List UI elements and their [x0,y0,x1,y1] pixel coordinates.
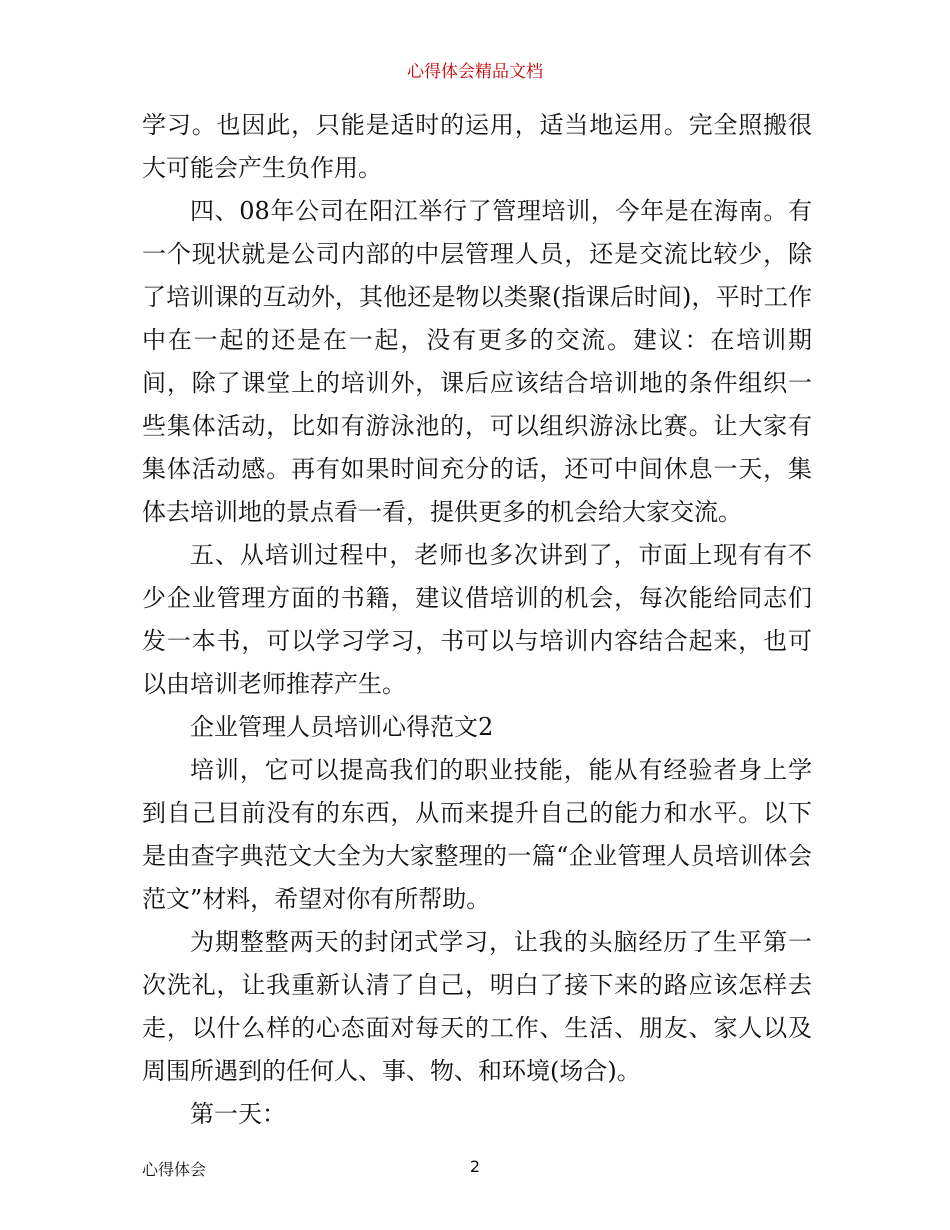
document-body [142,104,812,1136]
paragraph: 第一天： [190,1100,286,1128]
paragraph: 为期整整两天的封闭式学习，让我的头脑经历了生平第一次洗礼，让我重新认清了自己，明白了接下来的路应该怎样去走，以什么样的心态面对每天的工作、生活、朋友、家人以及周围所遇到的任何人、事、物、和环境(场合)。 [142,928,812,1085]
paragraph: 四、08年公司在阳江举行了管理培训，今年是在海南。有一个现状就是公司内部的中层管理人员，还是交流比较少，除了培训课的互动外，其他还是物以类聚(指课后时间)，平时工作中在一起的还是在一起，没有更多的交流。建议：在培训期间，除了课堂上的培训外，课后应该结合培训地的条件组织一些集体活动，比如有游泳池的，可以组织游泳比赛。让大家有集体活动感。再有如果时间充分的话，还可中间休息一天，集体去培训地的景点看一看，提供更多的机会给大家交流。 [142,197,812,526]
page-header-title: 心得体会精品文档 [407,62,543,82]
footer-label: 心得体会 [142,1160,207,1179]
paragraph: 学习。也因此，只能是适时的运用，适当地运用。完全照搬很大可能会产生负作用。 [142,111,812,182]
paragraph: 五、从培训过程中，老师也多次讲到了，市面上现有有不少企业管理方面的书籍，建议借培训的机会，每次能给同志们发一本书，可以学习学习，书可以与培训内容结合起来，也可以由培训老师推荐产生。 [142,541,812,698]
paragraph: 培训，它可以提高我们的职业技能，能从有经验者身上学到自己目前没有的东西，从而来提升自己的能力和水平。以下是由查字典范文大全为大家整理的一篇“企业管理人员培训体会范文”材料，希望对你有所帮助。 [142,756,812,913]
section-heading: 企业管理人员培训心得范文2 [190,713,494,741]
page-number: 2 [469,1157,481,1176]
